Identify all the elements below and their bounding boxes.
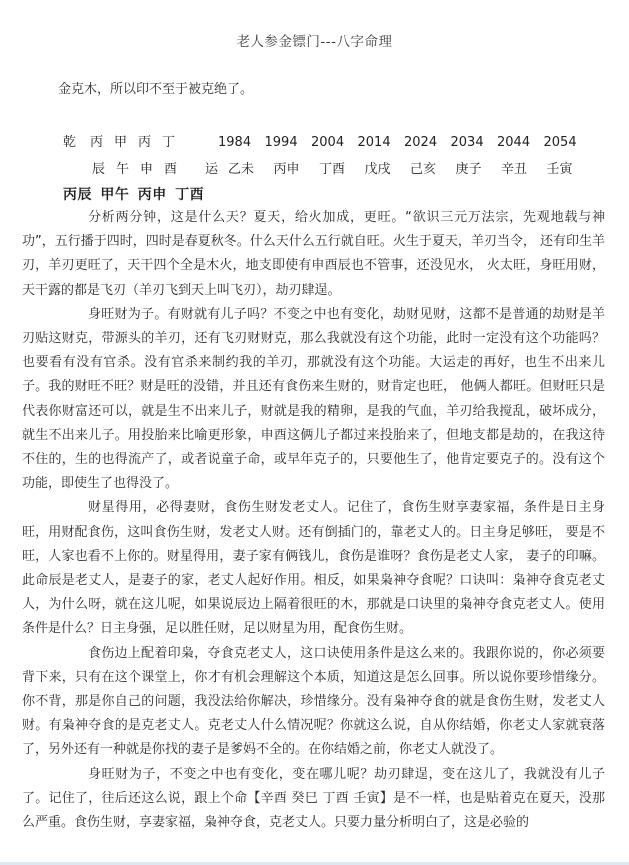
intro-line: 金克木，所以印不至于被克绝了。 [58, 82, 254, 97]
stems-years-row [0, 134, 629, 161]
luck-start-year: 1984 [218, 135, 252, 150]
branches-luck-row [0, 161, 629, 185]
luck-start-year: 2024 [404, 135, 438, 150]
gender-label: 乾 [63, 135, 77, 150]
luck-pillar: 己亥 [410, 162, 437, 177]
earthly-branch: 申 [140, 162, 154, 177]
heavenly-stem: 丁 [162, 135, 176, 150]
luck-pillar: 壬寅 [546, 162, 573, 177]
heavenly-stem: 甲 [114, 135, 128, 150]
luck-start-year: 2004 [311, 135, 345, 150]
luck-start-year: 1994 [264, 135, 298, 150]
luck-start-year: 2054 [543, 135, 577, 150]
bazi-four-pillars-line: 丙辰 甲午 丙申 丁酉 [63, 187, 205, 203]
luck-pillar: 庚子 [455, 162, 482, 177]
paragraph-2: 身旺财为子。有财就有儿子吗？不变之中也有变化，劫财见财，这都不是普通的劫财是羊刃贴这财克，带源头的羊刃，还有飞刃财财克，那么我就没有这个功能，此时一定没有这个功能吗？也要看有没有官杀。没有官杀来制约我的羊刃，那就没有这个功能。大运走的再好，也生不出来儿子。我的财旺不旺？财是旺的没错，并且还有食伤来生财的，财肯定也旺， 他俩人都旺。但财旺只是代表你财富还可以，就是生不出来儿子，财就是我的精卵，是我的气血，羊刃给我搅乱，破坏成分，就生不出来儿子。用投胎来比喻更形象，申酉这俩儿子都过来投胎来了，但地支都是劫的，在我这待不住的，生的也得流产了，或者说童子命，或早年克子的，只要他生了，他肯定要克子的。没有这个功能，即使生了也得没了。 [22, 306, 605, 492]
page-title: 老人参金镖门---八字命理 [236, 34, 393, 50]
earthly-branch: 午 [116, 162, 130, 177]
paragraph-5: 身旺财为子，不变之中也有变化，变在哪儿呢？劫刃肆逞，变在这儿了，我就没有儿子了。记住了，往后还这么说，跟上个命【辛酉 癸巳 丁酉 壬寅】是不一样，也是贴着克在夏天，没那么严重。食伤生财，享妻家福，枭神夺食，克老丈人。只要力量分析明白了，这是必验的 [22, 766, 605, 831]
earthly-branch: 辰 [92, 162, 106, 177]
paragraph-3: 财星得用，必得妻财，食伤生财发老丈人。记住了，食伤生财享妻家福，条件是日主身旺，用财配食伤，这叫食伤生财，发老丈人财。还有倒插门的，靠老丈人的。日主身足够旺， 要是不旺，人家也看不上你的。财星得用，妻子家有俩钱儿，食伤是谁呀？食伤是老丈人家， 妻子的印嘛。此命辰是老丈人，是妻子的家，老丈人起好作用。相反，如果枭神夺食呢？口诀叫：枭神夺食克老丈人，为什么呀，就在这儿呢，如果说辰边上隔着很旺的木，那就是口诀里的枭神夺食克老丈人。使用条件是什么？日主身强，足以胜任财，足以财星为用，配食伤生财。 [22, 500, 605, 637]
luck-start-year: 2034 [450, 135, 484, 150]
luck-pillar: 丙申 [273, 162, 300, 177]
luck-start-year: 2044 [497, 135, 531, 150]
luck-pillar: 戊戌 [364, 162, 391, 177]
luck-pillar: 辛丑 [501, 162, 528, 177]
document-body [22, 206, 605, 835]
heavenly-stem: 丙 [138, 135, 152, 150]
bazi-chart [0, 134, 629, 209]
earthly-branch: 酉 [164, 162, 178, 177]
heavenly-stem: 丙 [90, 135, 104, 150]
luck-pillar: 乙未 [228, 162, 255, 177]
luck-pillar: 丁酉 [319, 162, 346, 177]
paragraph-4: 食伤边上配着印枭，夺食克老丈人，这口诀使用条件是这么来的。我跟你说的，你必须要背下来，只有在这个课堂上，你才有机会理解这个本质，知道这是怎么回事。所以说你要珍惜缘分。你不背，那是你自己的问题，我没法给你解决，珍惜缘分。没有枭神夺食的就是食伤生财，发老丈人财。有枭神夺食的是克老丈人。克老丈人什么情况呢？你就这么说，自从你结婚，你老丈人家就衰落了，另外还有一种就是你找的妻子是爹妈不全的。在你结婚之前，你老丈人就没了。 [22, 645, 605, 758]
paragraph-1: 分析两分钟，这是什么天？夏天，给火加成，更旺。“欲识三元万法宗，先观地载与神功”，五行播于四时，四时是春夏秋冬。什么天什么五行就自旺。火生于夏天，羊刃当令， 还有印生羊刃，羊刃更旺了，天干四个全是木火，地支即使有申酉辰也不管事，还没见水， 火太旺，身旺用财，天干露的都是飞刃（羊刃飞到天上叫飞刃），劫刃肆逞。 [22, 210, 605, 298]
luck-label: 运 [205, 162, 219, 177]
luck-start-year: 2014 [357, 135, 391, 150]
